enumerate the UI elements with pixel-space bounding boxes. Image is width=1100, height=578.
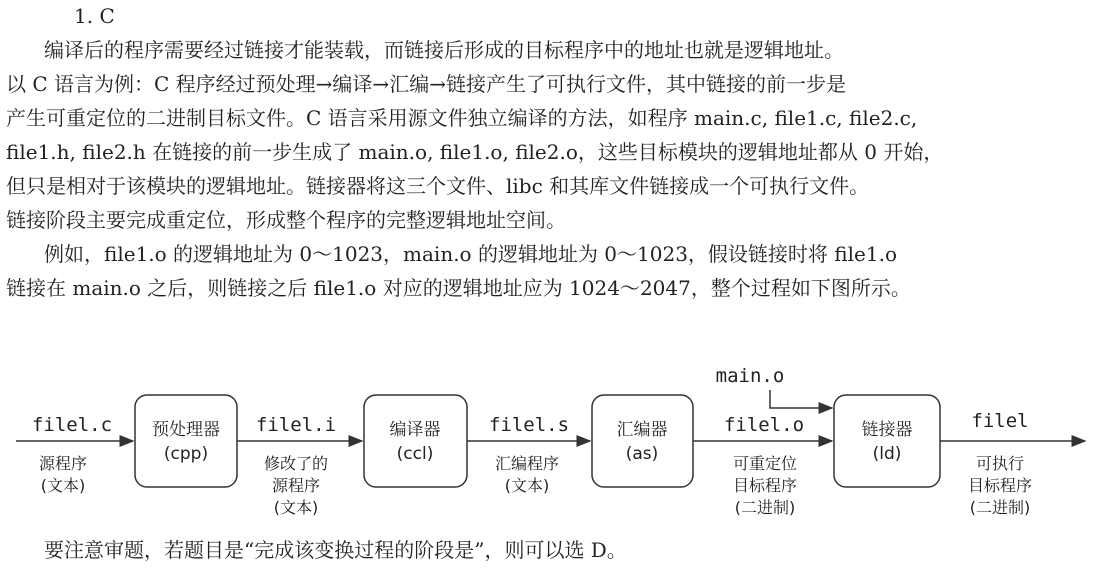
paragraph-line-5: 但只是相对于该模块的逻辑地址。链接器将这三个文件、libc 和其库文件链接成一个可执行文件。	[6, 174, 870, 198]
desc-output-line-1: 可执行	[975, 454, 1025, 473]
desc-stage-1-line-3: (文本)	[273, 498, 319, 517]
stage-tool-linker: (ld)	[872, 444, 902, 464]
arrow-main-o	[770, 390, 832, 408]
paragraph-line-7: 例如，file1.o 的逻辑地址为 0～1023，main.o 的逻辑地址为 0～1023，假设链接时将 file1.o	[44, 242, 897, 266]
stage-name-preprocessor: 预处理器	[152, 420, 220, 440]
desc-stage-1-line-1: 修改了的	[263, 454, 329, 473]
stage-box-linker	[834, 395, 940, 487]
stage-tool-assembler: (as)	[625, 444, 659, 464]
stage-name-linker: 链接器	[861, 420, 913, 440]
paragraph-line-2: 以 C 语言为例：C 程序经过预处理→编译→汇编→链接产生了可执行文件，其中链接的前一步是	[6, 72, 846, 96]
stage-tool-compiler: (ccl)	[396, 444, 434, 464]
file-label-output: filel	[971, 410, 1029, 432]
compilation-flow-diagram	[0, 360, 1100, 520]
paragraph-line-8: 链接在 main.o 之后，则链接之后 file1.o 对应的逻辑地址应为 1024～2047，整个过程如下图所示。	[6, 276, 911, 300]
stage-name-assembler: 汇编器	[616, 420, 668, 440]
file-label-input: filel.c	[31, 414, 113, 436]
desc-stage-1-line-2: 源程序	[271, 476, 321, 495]
item-heading: 1. C	[74, 4, 115, 28]
desc-stage-3-line-2: 目标程序	[732, 476, 798, 495]
desc-output-line-3: (二进制)	[969, 498, 1031, 517]
desc-stage-2-line-2: (文本)	[504, 476, 550, 495]
desc-input-line-1: 源程序	[38, 454, 88, 473]
paragraph-line-4: file1.h, file2.h 在链接的前一步生成了 main.o, file1.o, file2.o，这些目标模块的逻辑地址都从 0 开始，	[6, 140, 944, 164]
desc-stage-3-line-1: 可重定位	[732, 454, 798, 473]
desc-stage-2-line-1: 汇编程序	[494, 454, 560, 473]
conclusion-text: 要注意审题，若题目是“完成该变换过程的阶段是”，则可以选 D。	[44, 538, 627, 562]
stage-name-compiler: 编译器	[389, 420, 441, 440]
stage-box-preprocessor	[135, 395, 237, 487]
paragraph-line-6: 链接阶段主要完成重定位，形成整个程序的完整逻辑地址空间。	[6, 208, 566, 232]
desc-output-line-2: 目标程序	[967, 476, 1033, 495]
main-o-label: main.o	[715, 365, 785, 387]
stage-tool-preprocessor: (cpp)	[163, 444, 209, 464]
file-label-stage-1: filel.i	[255, 414, 337, 436]
file-label-stage-2: filel.s	[488, 414, 570, 436]
desc-stage-3-line-3: (二进制)	[734, 498, 796, 517]
stage-box-compiler	[364, 395, 467, 487]
desc-input-line-2: (文本)	[40, 476, 86, 495]
paragraph-line-3: 产生可重定位的二进制目标文件。C 语言采用源文件独立编译的方法，如程序 main.c, file1.c, file2.c,	[6, 106, 918, 130]
stage-box-assembler	[592, 395, 693, 487]
paragraph-line-1: 编译后的程序需要经过链接才能装载，而链接后形成的目标程序中的地址也就是逻辑地址。	[44, 38, 844, 62]
file-label-stage-3: filel.o	[723, 414, 805, 436]
